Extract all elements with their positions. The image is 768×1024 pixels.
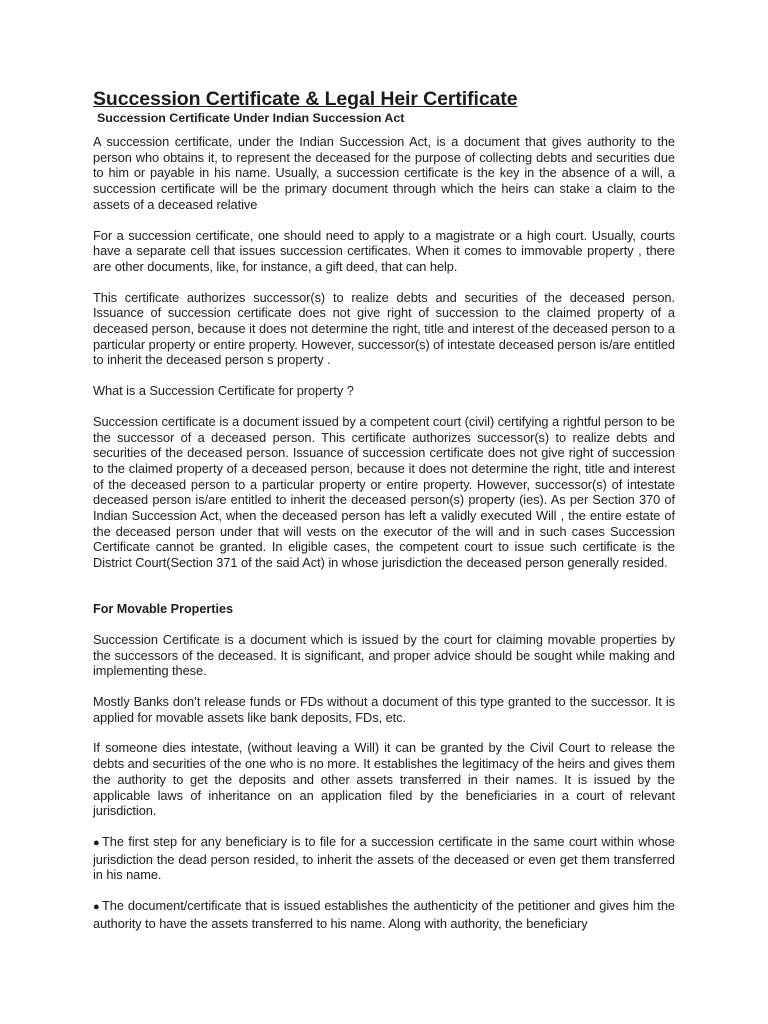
paragraph-movable-1: Succession Certificate is a document which is issued by the court for claiming movable properties by the successors of the deceased. It is significant, and proper advice should be sought while making and implementing these. bbox=[93, 631, 675, 679]
paragraph-movable-2: Mostly Banks don’t release funds or FDs without a document of this type granted to the successor. It is applied for movable assets like bank deposits, FDs, etc. bbox=[93, 693, 675, 725]
bullet-text: The document/certificate that is issued establishes the authenticity of the petitioner and gives him the authority to have the assets transferred to his name. Along with authority, the beneficiary bbox=[93, 898, 675, 931]
paragraph-authorizes: This certificate authorizes successor(s) to realize debts and securities of the deceased person. Issuance of succession certificate does not give right of succession to the claimed property of a deceased person, because it does not determine the right, title and interest of the deceased person to a particular property or entire property. However, successor(s) of intestate deceased person is/are entitled to inherit the deceased person s property . bbox=[93, 289, 675, 368]
paragraph-apply: For a succession certificate, one should need to apply to a magistrate or a high court. Usually, courts have a separate cell that issues succession certificates. When it comes to immovable property , there are other documents, like, for instance, a gift deed, that can help. bbox=[93, 227, 675, 274]
bullet-icon: ● bbox=[93, 901, 100, 914]
bullet-text: The first step for any beneficiary is to file for a succession certificate in the same court within whose jurisdiction the dead person resided, to inherit the assets of the deceased or even get them transferred in his name. bbox=[93, 833, 675, 883]
section-heading-movable: For Movable Properties bbox=[93, 601, 233, 616]
bullet-icon: ● bbox=[93, 836, 100, 849]
document-body bbox=[93, 88, 675, 931]
document-subtitle: Succession Certificate Under Indian Succession Act bbox=[97, 111, 405, 125]
paragraph-movable-3: If someone dies intestate, (without leaving a Will) it can be granted by the Civil Court to release the debts and securities of the one who is no more. It establishes the legitimacy of the heirs and gives them the authority to get the deposits and other assets transferred in their names. It is issued by the applicable laws of inheritance on an application filed by the beneficiaries in a court of relevant jurisdiction. bbox=[93, 740, 675, 819]
paragraph-definition: Succession certificate is a document issued by a competent court (civil) certifying a rightful person to be the successor of a deceased person. This certificate authorizes successor(s) to realize debts and securities of the deceased person. Issuance of succession certificate does not give right of succession to the claimed property of a deceased person, because it does not determine the right, title and interest of the deceased person to a particular property or entire property. However, successor(s) of intestate deceased person is/are entitled to inherit the deceased person(s) property (ies). As per Section 370 of Indian Succession Act, when the deceased person has left a validly executed Will , the entire estate of the deceased person under that will vests on the executor of the will and in such cases Succession Certificate cannot be granted. In eligible cases, the competent court to issue such certificate is the District Court(Section 371 of the said Act) in whose jurisdiction the deceased person generally resided. bbox=[93, 413, 675, 571]
document-title: Succession Certificate & Legal Heir Certificate bbox=[93, 88, 518, 110]
paragraph-intro: A succession certificate, under the Indian Succession Act, is a document that gives authority to the person who obtains it, to represent the deceased for the purpose of collecting debts and securities due to him or payable in his name. Usually, a succession certificate is the key in the absence of a will, a succession certificate will be the primary document through which the heirs can stake a claim to the assets of a deceased relative bbox=[93, 134, 675, 212]
bullet-item bbox=[93, 898, 675, 931]
paragraph-question: What is a Succession Certificate for property ? bbox=[93, 383, 354, 399]
bullet-item bbox=[93, 834, 675, 883]
